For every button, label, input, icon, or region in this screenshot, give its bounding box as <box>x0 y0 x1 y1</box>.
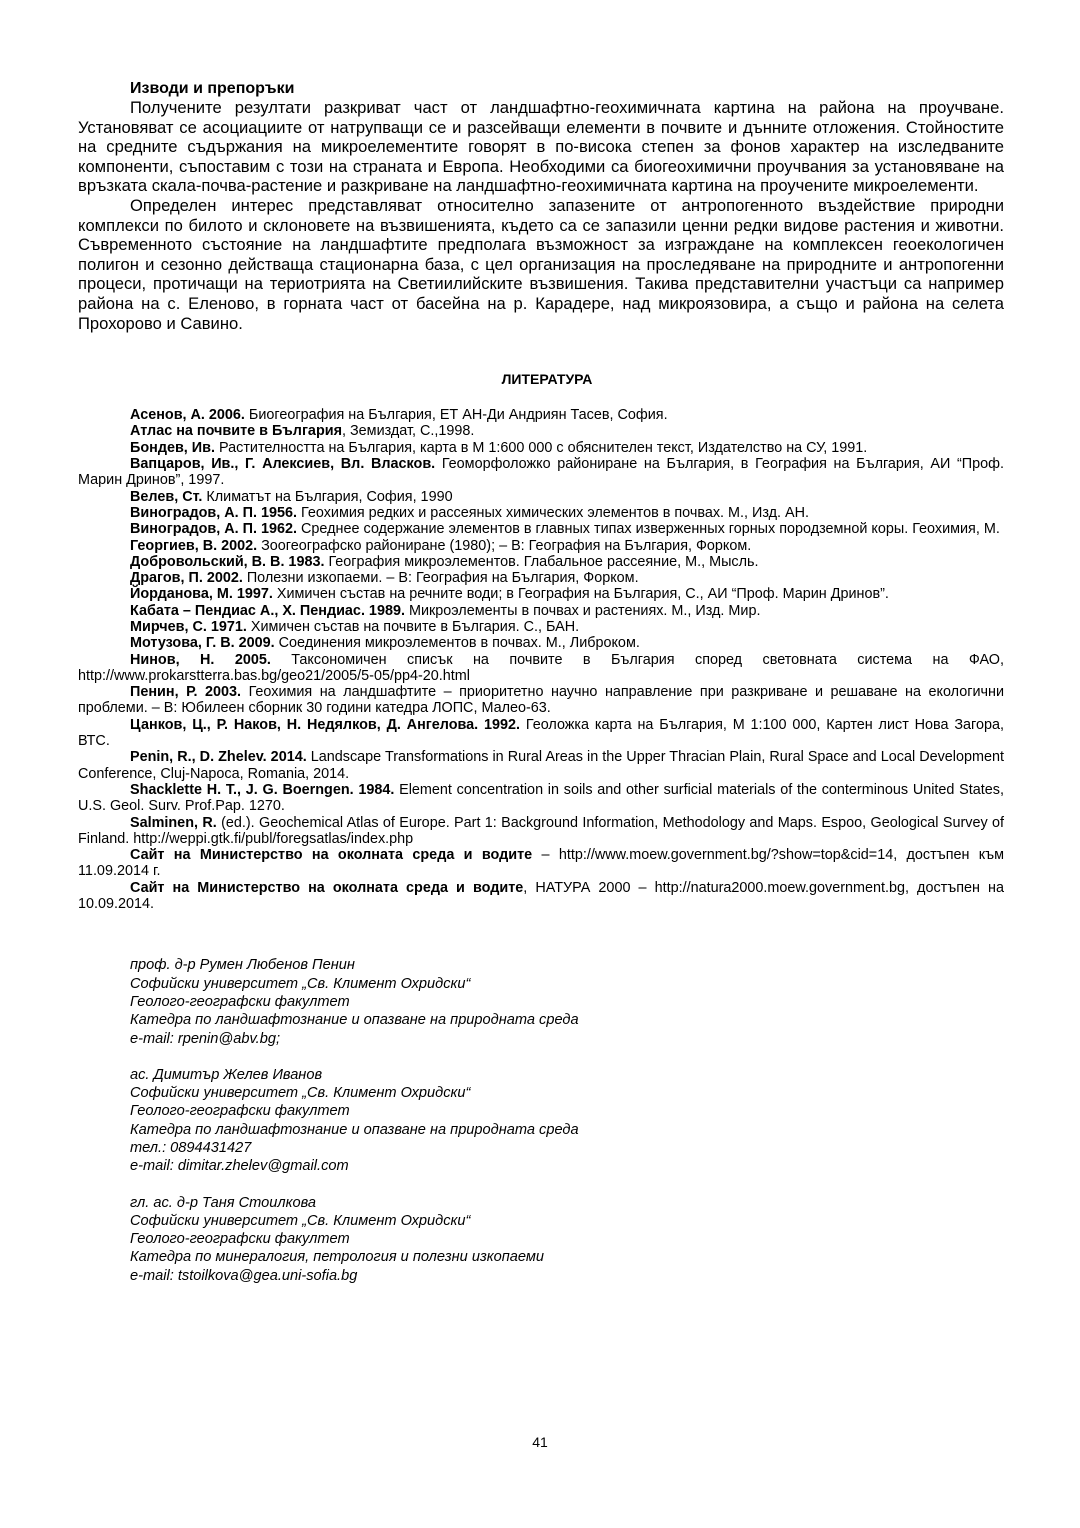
reference-author: Драгов, П. 2002. <box>130 570 243 587</box>
reference-author: Shacklette H. T., J. G. Boerngen. 1984. <box>130 781 395 798</box>
conclusions-section <box>78 80 1004 333</box>
reference-item <box>78 684 1004 717</box>
reference-author: Георгиев, В. 2002. <box>130 537 258 554</box>
reference-details: – http://www.moew.government.bg/?show=top&cid=14, достъпен към 11.09.2014 г. <box>78 847 1004 880</box>
reference-details: Биогеография на България, ЕТ АН-Ди Андриян Тасев, София. <box>244 407 668 424</box>
reference-details: , Земиздат, С.,1998. <box>341 423 475 440</box>
reference-author: Вапцаров, Ив., Г. Алексиев, Вл. Власков. <box>130 456 436 473</box>
reference-item <box>78 603 1004 619</box>
reference-details: , НАТУРА 2000 – http://natura2000.moew.government.bg, достъпен на 10.09.2014. <box>78 879 1005 913</box>
reference-item <box>78 456 1004 489</box>
author-line: e-mail: dimitar.zhelev@gmail.com <box>130 1158 349 1175</box>
reference-details: Химичен състав на речните води; в География на България, С., АИ “Проф. Марин Дринов”. <box>272 586 889 603</box>
reference-details: Соединения микроэлементов в почвах. М., Либроком. <box>274 635 640 652</box>
reference-item <box>78 880 1004 913</box>
author-line: e-mail: tstoilkova@gea.uni-sofia.bg <box>130 1267 358 1284</box>
reference-author: Виноградов, А. П. 1956. <box>130 504 298 521</box>
author-line: Геолого-географски факултет <box>130 993 350 1010</box>
reference-item <box>78 521 1004 537</box>
reference-item <box>78 782 1004 815</box>
author-line: Софийски университет „Св. Климент Охридски“ <box>130 1085 471 1102</box>
reference-author: Атлас на почвите в България <box>130 423 342 440</box>
reference-author: Цанков, Ц., Р. Наков, Н. Недялков, Д. Ангелова. 1992. <box>130 716 521 733</box>
reference-author: Сайт на Министерство на околната среда и водите <box>130 847 533 864</box>
reference-item <box>78 489 1004 505</box>
reference-author: Добровольский, В. В. 1983. <box>130 553 325 570</box>
reference-details: (ed.). Geochemical Atlas of Europe. Part 1: Background Information, Methodology and Maps. Espoo, Geological Survey of Finland. http://weppi.gtk.fi/publ/foregsatlas/index.php <box>78 814 1004 847</box>
conclusions-paragraph-1: Получените резултати разкриват част от ландшафтно-геохимичната картина на района на проучване. Установяват се асоциациите от натрупващи се и разсейващи елементи в почвите и дънните отложения. Стойностите на средните съдържания на микроелементите говорят в по-висока степен за фонов характер на изследваните компоненти, съпоставим с този на страната и Европа. Необходими са биогеохимични проучвания за установяване на връзката скала-почва-растение и разкриване на ландшафтно-геохимичната картина на проучените микроелементи. <box>78 98 1004 196</box>
author-block <box>130 1066 1004 1176</box>
author-line: тел.: 0894431427 <box>130 1140 252 1156</box>
reference-details: География микроэлементов. Глабальное рассеяние, М., Мысль. <box>324 553 759 570</box>
reference-details: Среднее содержание элементов в главных типах изверженных горных породземной коры. Геохимия, М. <box>297 521 1000 538</box>
literature-heading: ЛИТЕРАТУРА <box>501 371 593 388</box>
author-line: Катедра по ландшафтознание и опазване на природната среда <box>130 1121 579 1138</box>
reference-author: Salminen, R. <box>130 814 217 831</box>
reference-details: Климатът на България, София, 1990 <box>202 488 453 505</box>
reference-author: Нинов, Н. 2005. <box>130 651 271 668</box>
reference-item <box>78 538 1004 554</box>
author-line: Геолого-географски факултет <box>130 1231 350 1248</box>
author-line: Катедра по ландшафтознание и опазване на природната среда <box>130 1012 579 1029</box>
reference-item <box>78 586 1004 602</box>
reference-item <box>78 749 1004 782</box>
reference-details: Геоложка карта на България, М 1:100 000, Картен лист Нова Загора, ВТС. <box>78 716 1004 750</box>
reference-details: Полезни изкопаеми. – В: География на България, Форком. <box>242 570 639 587</box>
reference-item <box>78 554 1004 570</box>
reference-item <box>78 619 1004 635</box>
reference-list <box>78 407 1004 912</box>
author-line: Софийски университет „Св. Климент Охридски“ <box>130 975 471 992</box>
author-line: e-mail: rpenin@abv.bg; <box>130 1030 281 1047</box>
reference-details: Химичен състав на почвите в България. С., БАН. <box>246 618 580 635</box>
page-number: 41 <box>532 1434 548 1450</box>
author-block <box>130 956 1004 1047</box>
reference-item <box>78 652 1004 685</box>
reference-author: Велев, Ст. <box>130 488 203 505</box>
author-line: Катедра по минералогия, петрология и полезни изкопаеми <box>130 1249 544 1266</box>
conclusions-heading: Изводи и препоръки <box>130 80 295 97</box>
reference-details: Таксономичен списък на почвите в България според световната система на ФАО, http://www.prokarstterra.bas.bg/geo21/2005/5-05/pp4-20.html <box>78 651 1004 684</box>
reference-author: Сайт на Министерство на околната среда и водите <box>130 879 524 896</box>
reference-details: Геоморфоложко райониране на България, в География на България, АИ “Проф. Марин Дринов”, 1997. <box>78 456 1004 489</box>
author-block <box>130 1194 1004 1285</box>
reference-details: Landscape Transformations in Rural Areas in the Upper Thracian Plain, Rural Space and Local Development Conference, Cluj-Napoca, Romania, 2014. <box>78 749 1004 782</box>
reference-details: Геохимия редких и рассеяных химических элементов в почвах. М., Изд. АН. <box>297 504 810 521</box>
reference-item <box>78 847 1004 880</box>
reference-author: Виноградов, А. П. 1962. <box>130 521 298 538</box>
reference-author: Асенов, А. 2006. <box>130 407 245 424</box>
reference-item <box>78 815 1004 848</box>
page-body <box>78 80 1004 1303</box>
reference-details: Зоогеографско райониране (1980); – В: География на България, Форком. <box>257 537 752 554</box>
reference-item <box>78 570 1004 586</box>
conclusions-paragraph-2: Определен интерес представляват относително запазените от антропогенното въздействие природни комплекси по билото и склоновете на възвишенията, където са се запазили ценни редки видове растения и животни. Съвременното състояние на ландшафтите предполага възможност за изграждане на комплексен геоекологичен полигон и сезонно действаща стационарна база, с цел организация на проследяване на природните и антропогенни процеси, протичащи на териотрията на Светиилийските възвишения. Такива представителни участъци са например района на с. Еленово, в горната част от басейна на р. Карадере, над микроязовира, а също и района на селета Прохорово и Савино. <box>78 195 1004 333</box>
reference-details: Element concentration in soils and other surficial materials of the conterminous United States, U.S. Geol. Surv. Prof.Pap. 1270. <box>78 781 1004 815</box>
author-line: гл. ас. д-р Таня Стоилкова <box>130 1194 316 1211</box>
reference-details: Геохимия на ландшафтите – приоритетно научно направление при разкриване и решаване на екологични проблеми. – В: Юбилеен сборник 30 години катедра ЛОПС, Малео-63. <box>78 684 1004 717</box>
reference-details: Микроэлементы в почвах и растениях. М., Изд. Мир. <box>404 602 761 619</box>
author-line: Софийски университет „Св. Климент Охридски“ <box>130 1212 471 1229</box>
reference-item <box>78 407 1004 423</box>
reference-author: Мотузова, Г. В. 2009. <box>130 635 275 652</box>
reference-author: Бондев, Ив. <box>130 439 215 456</box>
author-line: проф. д-р Румен Любенов Пенин <box>130 957 355 974</box>
reference-item <box>78 440 1004 456</box>
reference-author: Йорданова, М. 1997. <box>130 586 273 603</box>
reference-item <box>78 423 1004 439</box>
reference-author: Мирчев, С. 1971. <box>130 618 247 635</box>
reference-author: Пенин, Р. 2003. <box>130 684 242 701</box>
author-affiliations <box>78 956 1004 1285</box>
reference-item <box>78 505 1004 521</box>
reference-details: Растителността на България, карта в М 1:600 000 с обяснителен текст, Издателство на СУ, 1991. <box>215 439 868 456</box>
reference-item <box>78 717 1004 750</box>
reference-author: Кабата – Пендиас А., Х. Пендиас. 1989. <box>130 602 405 619</box>
reference-item <box>78 635 1004 651</box>
author-line: Геолого-географски факултет <box>130 1103 350 1120</box>
reference-author: Penin, R., D. Zhelev. 2014. <box>130 749 307 766</box>
author-line: ас. Димитър Желев Иванов <box>130 1066 323 1083</box>
